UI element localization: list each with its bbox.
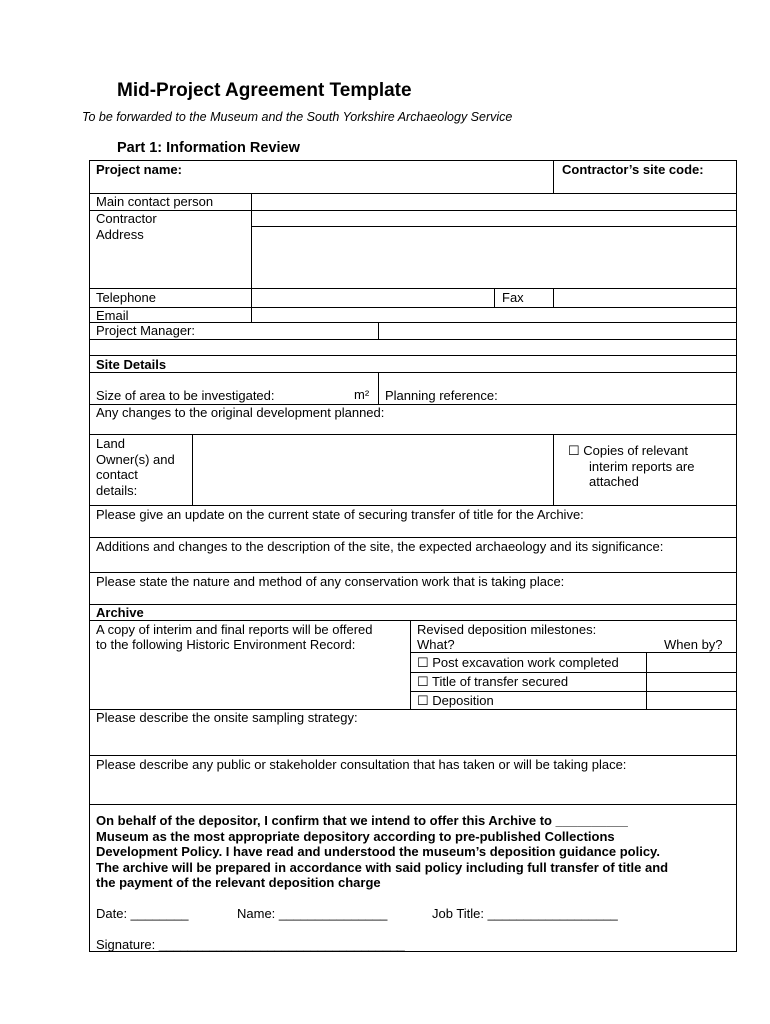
telephone-label: Telephone <box>96 290 156 305</box>
copies-attached-text: interim reports are <box>589 459 695 474</box>
landowner-label-line: Owner(s) and <box>96 452 175 467</box>
project-manager-label: Project Manager: <box>96 323 195 338</box>
address-label: Address <box>96 227 144 242</box>
declaration-text: On behalf of the depositor, I confirm that we intend to offer this Archive to __________ <box>96 813 628 828</box>
area-unit: m² <box>354 387 370 402</box>
sampling-strategy-prompt: Please describe the onsite sampling strategy: <box>96 710 358 725</box>
area-size-label: Size of area to be investigated: <box>96 388 275 403</box>
contractor-label: Contractor <box>96 211 157 226</box>
milestones-what-header: What? <box>417 637 455 652</box>
site-details-heading: Site Details <box>96 357 167 372</box>
her-offer-text: A copy of interim and final reports will be offered <box>96 622 373 637</box>
main-contact-label: Main contact person <box>96 194 214 209</box>
milestone-checkbox-deposition[interactable]: ☐ Deposition <box>417 693 494 708</box>
milestone-checkbox-title-transfer[interactable]: ☐ Title of transfer secured <box>417 674 569 689</box>
section-heading-part1: Part 1: Information Review <box>117 140 300 156</box>
conservation-prompt: Please state the nature and method of any conservation work that is taking place: <box>96 574 565 589</box>
name-field[interactable]: Name: _______________ <box>237 906 388 921</box>
declaration-text: the payment of the relevant deposition charge <box>96 875 381 890</box>
milestones-label: Revised deposition milestones: <box>417 622 597 637</box>
date-field[interactable]: Date: ________ <box>96 906 189 921</box>
fax-label: Fax <box>502 290 524 305</box>
declaration-text: The archive will be prepared in accordance with said policy including full transfer of title and <box>96 860 669 875</box>
document-title: Mid-Project Agreement Template <box>117 80 412 101</box>
landowner-label-line: Land <box>96 436 125 451</box>
planning-reference-label: Planning reference: <box>385 388 498 403</box>
copies-attached-checkbox[interactable]: ☐ Copies of relevant <box>568 443 689 458</box>
signature-field[interactable]: Signature: __________________________________ <box>96 937 405 952</box>
development-changes-label: Any changes to the original development planned: <box>96 405 385 420</box>
declaration-text: Museum as the most appropriate depository according to pre-published Collections <box>96 829 615 844</box>
consultation-prompt: Please describe any public or stakeholder consultation that has taken or will be taking place: <box>96 757 627 772</box>
copies-attached-text: attached <box>589 474 639 489</box>
milestones-when-header: When by? <box>664 637 723 652</box>
her-offer-text: to the following Historic Environment Record: <box>96 637 356 652</box>
archive-heading: Archive <box>96 605 144 620</box>
milestone-checkbox-post-excavation[interactable]: ☐ Post excavation work completed <box>417 655 619 670</box>
email-label: Email <box>96 308 129 323</box>
title-transfer-prompt: Please give an update on the current state of securing transfer of title for the Archive: <box>96 507 584 522</box>
job-title-field[interactable]: Job Title: __________________ <box>432 906 618 921</box>
project-name-label: Project name: <box>96 162 182 177</box>
declaration-text: Development Policy. I have read and understood the museum’s deposition guidance policy. <box>96 844 660 859</box>
landowner-label-line: details: <box>96 483 138 498</box>
site-code-label: Contractor’s site code: <box>562 162 704 177</box>
landowner-label-line: contact <box>96 467 138 482</box>
site-additions-prompt: Additions and changes to the description of the site, the expected archaeology and its significance: <box>96 539 664 554</box>
document-subtitle: To be forwarded to the Museum and the South Yorkshire Archaeology Service <box>82 110 513 124</box>
